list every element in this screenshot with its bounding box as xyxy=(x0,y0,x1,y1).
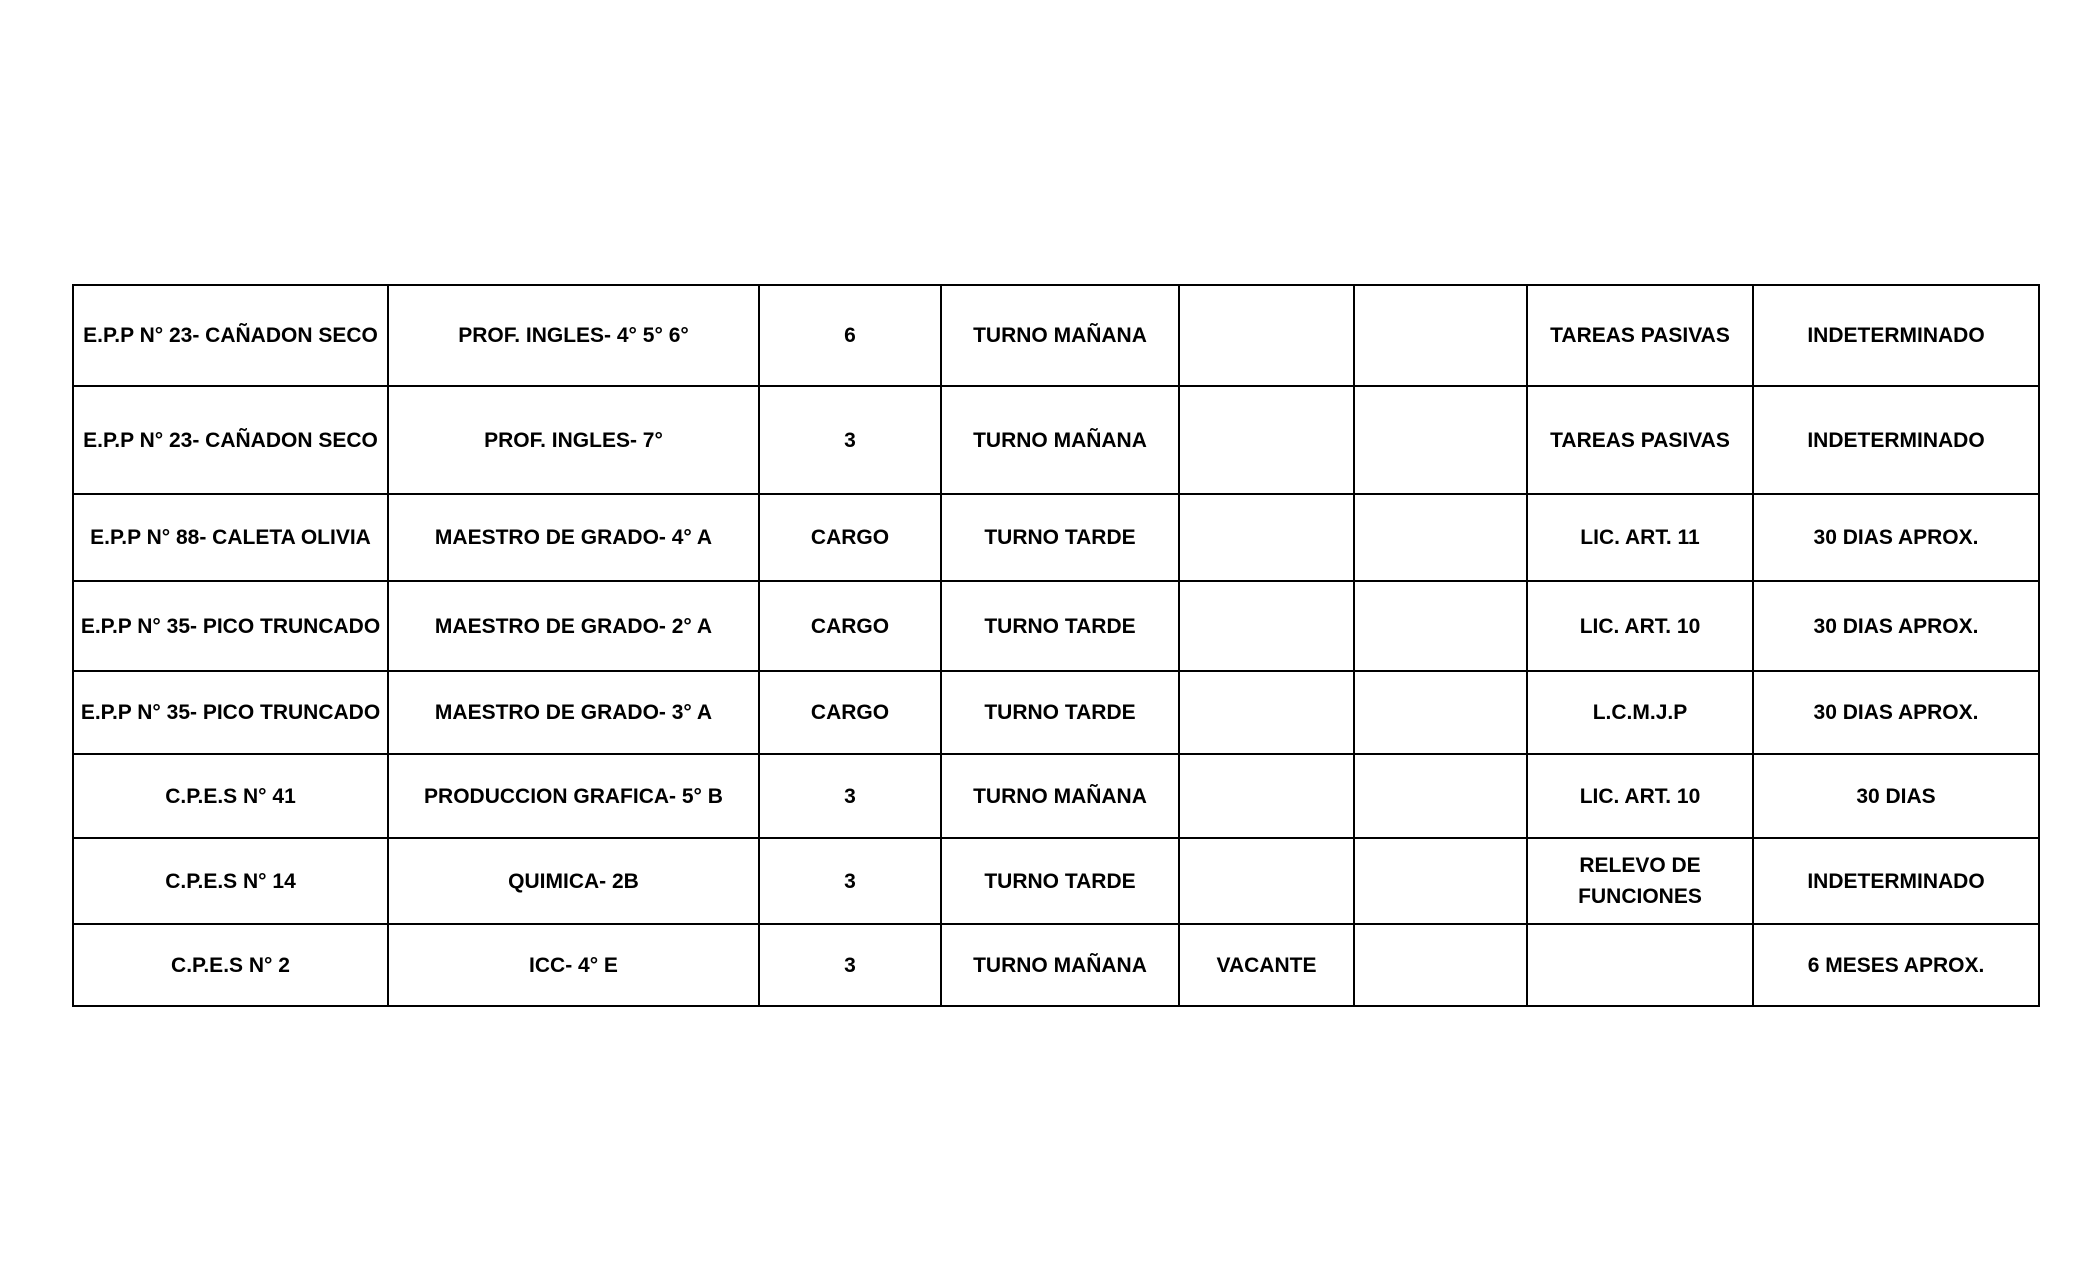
shift-cell: TURNO TARDE xyxy=(941,581,1179,671)
table-row xyxy=(73,754,2039,838)
hours-cell: 3 xyxy=(759,386,941,494)
hours-cell: 3 xyxy=(759,924,941,1006)
reason-cell: L.C.M.J.P xyxy=(1527,671,1753,754)
extra-cell xyxy=(1354,285,1527,386)
duration-cell: 30 DIAS APROX. xyxy=(1753,581,2039,671)
shift-cell: TURNO TARDE xyxy=(941,671,1179,754)
hours-cell: 6 xyxy=(759,285,941,386)
status-cell xyxy=(1179,494,1354,581)
hours-cell: 3 xyxy=(759,838,941,924)
reason-cell: TAREAS PASIVAS xyxy=(1527,285,1753,386)
shift-cell: TURNO MAÑANA xyxy=(941,754,1179,838)
table-row xyxy=(73,924,2039,1006)
extra-cell xyxy=(1354,838,1527,924)
status-cell xyxy=(1179,838,1354,924)
duration-cell: INDETERMINADO xyxy=(1753,386,2039,494)
status-cell xyxy=(1179,386,1354,494)
school-cell: C.P.E.S N° 41 xyxy=(73,754,388,838)
table-row xyxy=(73,838,2039,924)
table-row xyxy=(73,285,2039,386)
subject-cell: PROF. INGLES- 4° 5° 6° xyxy=(388,285,759,386)
subject-cell: ICC- 4° E xyxy=(388,924,759,1006)
reason-cell: RELEVO DE FUNCIONES xyxy=(1527,838,1753,924)
table-row xyxy=(73,581,2039,671)
subject-cell: MAESTRO DE GRADO- 3° A xyxy=(388,671,759,754)
hours-cell: 3 xyxy=(759,754,941,838)
status-cell xyxy=(1179,754,1354,838)
school-cell: E.P.P N° 35- PICO TRUNCADO xyxy=(73,581,388,671)
reason-cell: TAREAS PASIVAS xyxy=(1527,386,1753,494)
table-row xyxy=(73,494,2039,581)
duration-cell: 30 DIAS xyxy=(1753,754,2039,838)
school-cell: E.P.P N° 23- CAÑADON SECO xyxy=(73,386,388,494)
status-cell xyxy=(1179,671,1354,754)
shift-cell: TURNO MAÑANA xyxy=(941,285,1179,386)
hours-cell: CARGO xyxy=(759,581,941,671)
duration-cell: INDETERMINADO xyxy=(1753,285,2039,386)
duration-cell: 30 DIAS APROX. xyxy=(1753,671,2039,754)
table-row xyxy=(73,386,2039,494)
extra-cell xyxy=(1354,581,1527,671)
table-row xyxy=(73,671,2039,754)
duration-cell: INDETERMINADO xyxy=(1753,838,2039,924)
hours-cell: CARGO xyxy=(759,494,941,581)
shift-cell: TURNO MAÑANA xyxy=(941,924,1179,1006)
status-cell xyxy=(1179,285,1354,386)
reason-cell: LIC. ART. 10 xyxy=(1527,754,1753,838)
shift-cell: TURNO MAÑANA xyxy=(941,386,1179,494)
vacancies-table xyxy=(72,284,2040,1007)
extra-cell xyxy=(1354,754,1527,838)
duration-cell: 30 DIAS APROX. xyxy=(1753,494,2039,581)
extra-cell xyxy=(1354,386,1527,494)
school-cell: E.P.P N° 35- PICO TRUNCADO xyxy=(73,671,388,754)
extra-cell xyxy=(1354,671,1527,754)
duration-cell: 6 MESES APROX. xyxy=(1753,924,2039,1006)
school-cell: E.P.P N° 23- CAÑADON SECO xyxy=(73,285,388,386)
hours-cell: CARGO xyxy=(759,671,941,754)
school-cell: C.P.E.S N° 14 xyxy=(73,838,388,924)
reason-cell: LIC. ART. 10 xyxy=(1527,581,1753,671)
school-cell: C.P.E.S N° 2 xyxy=(73,924,388,1006)
subject-cell: PROF. INGLES- 7° xyxy=(388,386,759,494)
reason-cell xyxy=(1527,924,1753,1006)
extra-cell xyxy=(1354,494,1527,581)
extra-cell xyxy=(1354,924,1527,1006)
reason-cell: LIC. ART. 11 xyxy=(1527,494,1753,581)
shift-cell: TURNO TARDE xyxy=(941,838,1179,924)
subject-cell: QUIMICA- 2B xyxy=(388,838,759,924)
shift-cell: TURNO TARDE xyxy=(941,494,1179,581)
status-cell xyxy=(1179,581,1354,671)
school-cell: E.P.P N° 88- CALETA OLIVIA xyxy=(73,494,388,581)
subject-cell: MAESTRO DE GRADO- 4° A xyxy=(388,494,759,581)
subject-cell: PRODUCCION GRAFICA- 5° B xyxy=(388,754,759,838)
status-cell: VACANTE xyxy=(1179,924,1354,1006)
subject-cell: MAESTRO DE GRADO- 2° A xyxy=(388,581,759,671)
